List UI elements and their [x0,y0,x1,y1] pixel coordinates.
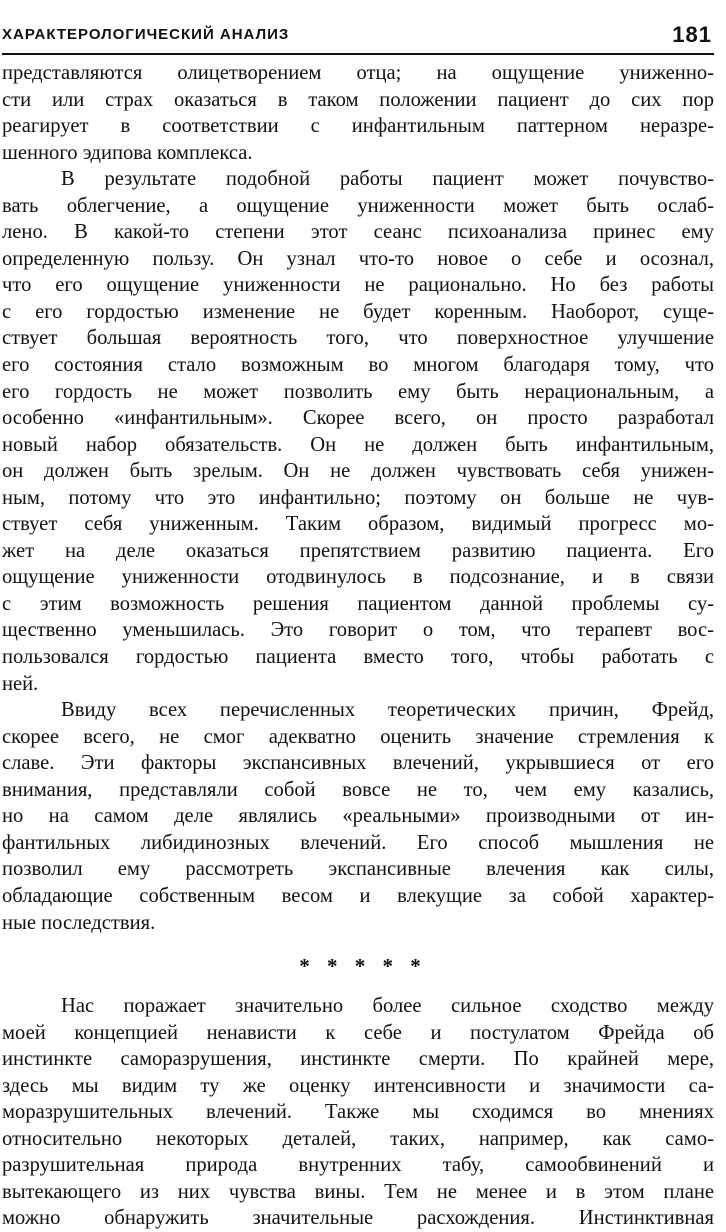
text-line: можно обнаружить значительные расхождения. Инстинктивная [2,1207,714,1230]
text-line: жет на деле оказаться препятствием развитию пациента. Его [2,539,714,562]
text-line: сти или страх оказаться в таком положении пациент до сих пор [2,88,714,111]
text-line: здесь мы видим ту же оценку интенсивности и значимости са- [2,1074,714,1097]
section-separator: * * * * * [299,954,427,979]
text-line: представляются олицетворением отца; на ощущение униженно- [2,62,714,84]
running-title: ХАРАКТЕРОЛОГИЧЕСКИЙ АНАЛИЗ [2,26,290,43]
text-line: но на самом деле являлись «реальными» производными от ин- [2,805,714,828]
text-line: скорее всего, не смог адекватно оценить значение стремления к [2,725,714,748]
text-line: вать облегчение, а ощущение униженности может быть ослаб- [2,194,714,217]
text-line: разрушительная природа внутренних табу, самообвинений и [2,1154,714,1177]
text-line: щественно уменьшилась. Это говорит о том, что терапевт вос- [2,619,714,642]
text-line: определенную пользу. Он узнал что-то новое о себе и осознал, [2,247,714,270]
text-line: его состояния стало возможным во многом благодаря тому, что [2,354,714,377]
text-line: что его ощущение униженности не рационально. Но без работы [2,274,714,297]
text-line: фантильных либидинозных влечений. Его способ мышления не [2,831,714,854]
text-line: особенно «инфантильным». Скорее всего, он просто разработал [2,407,714,430]
page-number: 181 [672,22,712,47]
text-line: он должен быть зрелым. Он не должен чувствовать себя унижен- [2,460,714,483]
paragraph-1 [2,60,714,166]
text-line: позволил ему рассмотреть экспансивные влечения как силы, [2,858,714,881]
text-line: ные последствия. [2,911,156,934]
text-line: моразрушительных влечений. Также мы сходимся во мнениях [2,1101,714,1124]
text-line: пользовался гордостью пациента вместо того, чтобы работать с [2,646,714,669]
text-line: Нас поражает значительно более сильное сходство между [61,995,714,1018]
text-line: моей концепцией ненависти к себе и постулатом Фрейда об [2,1021,714,1044]
text-line: с этим возможность решения пациентом данной проблемы су- [2,592,714,615]
text-line: с его гордостью изменение не будет коренным. Наоборот, суще- [2,300,714,323]
text-line: Ввиду всех перечисленных теоретических причин, Фрейд, [61,699,714,722]
text-line: ощущение униженности отодвинулось в подсознание, и в связи [2,566,714,589]
text-line: его гордость не может позволить ему быть нерациональным, а [2,380,714,403]
paragraph-4 [2,993,714,1232]
text-line: внимания, представляли собой вовсе не то, чем ему казались, [2,778,714,801]
text-line: реагирует в соответствии с инфантильным паттерном неразре- [2,115,714,138]
text-line: шенного эдипова комплекса. [2,141,253,164]
text-line: ствует большая вероятность того, что поверхностное улучшение [2,327,714,350]
text-line: лено. В какой-то степени этот сеанс психоанализа принес ему [2,221,714,244]
paragraph-2 [2,166,714,697]
text-line: славе. Эти факторы экспансивных влечений, укрывшиеся от его [2,752,714,775]
running-header [2,22,714,52]
text-line: обладающие собственным весом и влекущие за собой характер- [2,884,714,907]
header-rule [2,53,714,55]
text-line: инстинкте саморазрушения, инстинкте смерти. По крайней мере, [2,1048,714,1071]
text-line: вытекающего из них чувства вины. Тем не менее и в этом плане [2,1180,714,1203]
paragraph-3 [2,697,714,936]
text-line: относительно некоторых деталей, таких, например, как само- [2,1127,714,1150]
text-line: В результате подобной работы пациент может почувство- [61,168,714,191]
text-line: ным, потому что это инфантильно; поэтому он больше не чув- [2,486,714,509]
text-line: новый набор обязательств. Он не должен быть инфантильным, [2,433,714,456]
text-line: ствует себя униженным. Таким образом, видимый прогресс мо- [2,513,714,536]
text-line: ней. [2,672,39,695]
body-text [2,60,714,1232]
